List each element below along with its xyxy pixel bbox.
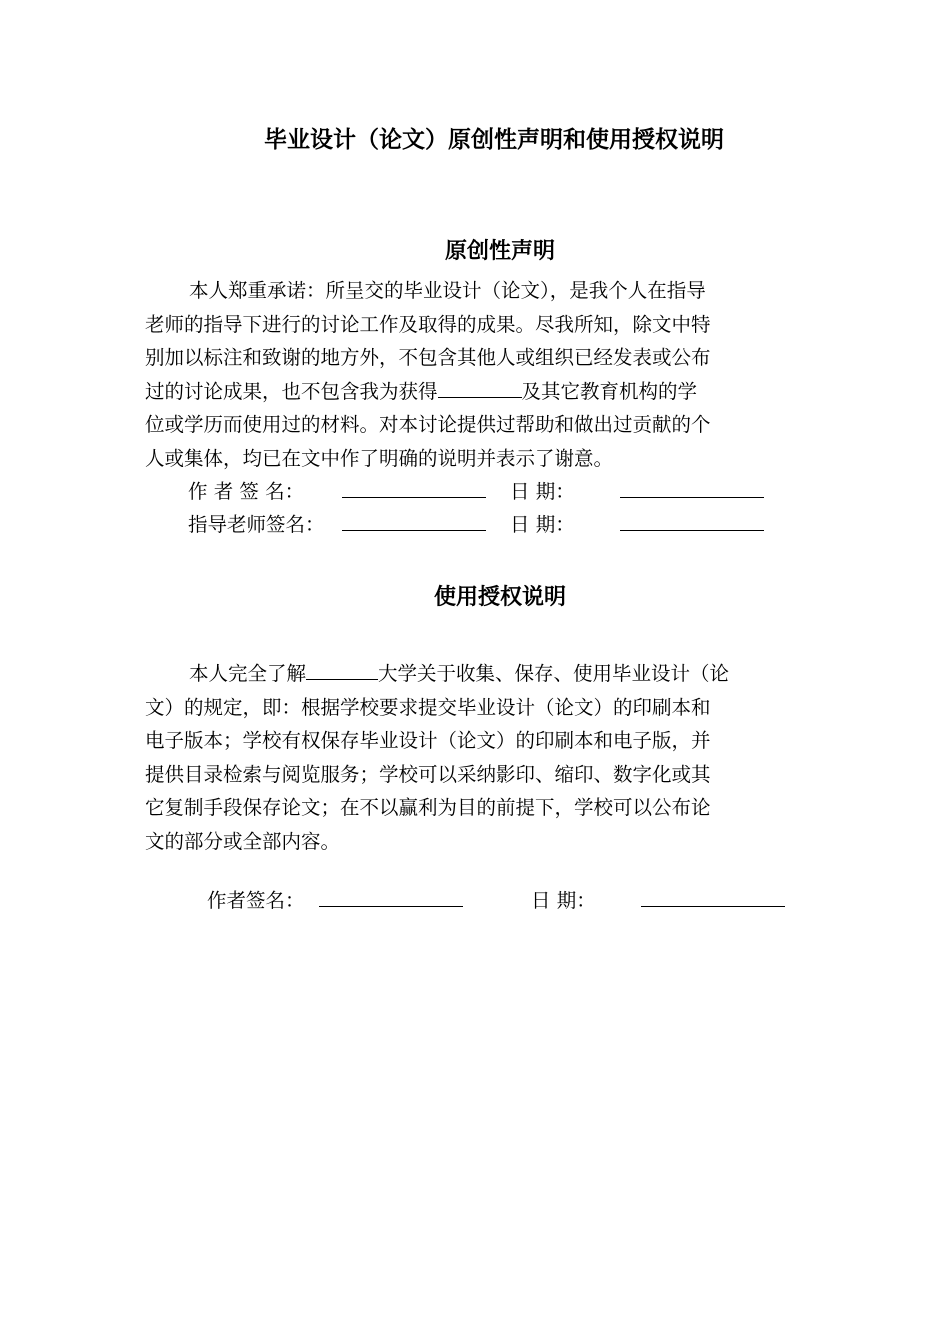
authorization-signature-field[interactable] — [319, 884, 463, 907]
statement-line: 电子版本；学校有权保存毕业设计（论文）的印刷本和电子版，并 — [145, 729, 711, 752]
advisor-signature-row — [188, 508, 764, 541]
statement-line: 老师的指导下进行的讨论工作及取得的成果。尽我所知，除文中特 — [145, 312, 711, 336]
statement-line: 人或集体，均已在文中作了明确的说明并表示了谢意。 — [145, 446, 614, 470]
statement-line: 别加以标注和致谢的地方外，不包含其他人或组织已经发表或公布 — [145, 346, 711, 369]
authorization-heading: 使用授权说明 — [433, 585, 566, 610]
degree-blank[interactable] — [438, 379, 522, 398]
authorization-signature-row — [207, 884, 785, 917]
authorization-statement — [145, 657, 805, 858]
document-title: 毕业设计（论文）原创性声明和使用授权说明 — [264, 127, 724, 153]
author-date-field[interactable] — [620, 475, 764, 498]
statement-line-part: 大学关于收集、保存、使用毕业设计（论 — [378, 662, 730, 685]
statement-line — [145, 657, 805, 691]
author-signature-label: 作者签名： — [207, 889, 305, 912]
statement-line: 本人郑重承诺：所呈交的毕业设计（论文），是我个人在指导 — [189, 279, 706, 302]
originality-statement — [145, 274, 805, 475]
statement-line: 它复制手段保存论文；在不以赢利为目的前提下，学校可以公布论 — [145, 796, 711, 819]
authorization-date-field[interactable] — [641, 884, 785, 907]
date-label: 日 期： — [510, 513, 575, 536]
statement-line: 提供目录检索与阅览服务；学校可以采纳影印、缩印、数字化或其 — [145, 762, 711, 786]
date-label: 日 期： — [510, 480, 575, 503]
advisor-signature-field[interactable] — [342, 508, 486, 531]
statement-line: 位或学历而使用过的材料。对本讨论提供过帮助和做出过贡献的个 — [145, 413, 711, 436]
university-blank[interactable] — [306, 661, 378, 680]
date-label: 日 期： — [531, 889, 596, 912]
statement-line-part: 本人完全了解 — [189, 662, 307, 685]
author-signature-label: 作 者 签 名： — [188, 480, 305, 503]
author-signature-row — [188, 475, 764, 508]
statement-line-part: 及其它教育机构的学 — [521, 379, 698, 403]
originality-heading: 原创性声明 — [444, 239, 555, 264]
advisor-date-field[interactable] — [620, 508, 764, 531]
advisor-signature-label: 指导老师签名： — [188, 513, 325, 536]
statement-line-part: 过的讨论成果，也不包含我为获得 — [145, 379, 438, 403]
statement-line: 文）的规定，即：根据学校要求提交毕业设计（论文）的印刷本和 — [145, 695, 711, 719]
statement-line: 文的部分或全部内容。 — [145, 829, 341, 853]
author-signature-field[interactable] — [342, 475, 486, 498]
statement-line — [145, 375, 805, 409]
